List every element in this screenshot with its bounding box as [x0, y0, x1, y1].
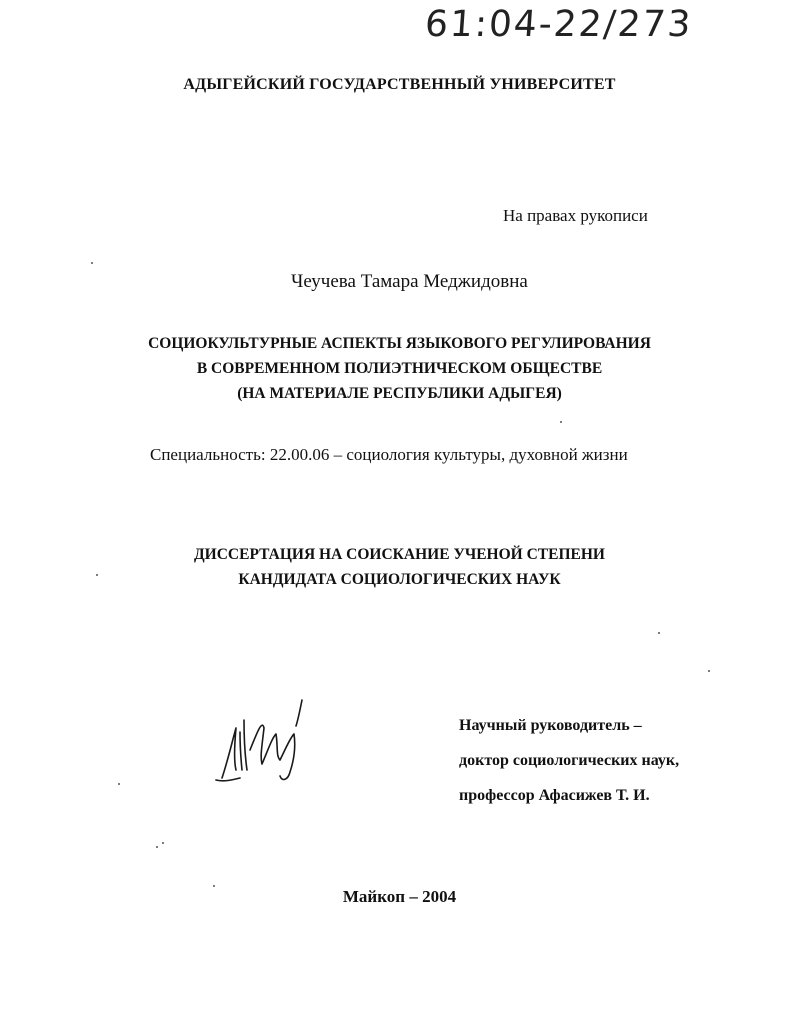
title-line: В СОВРЕМЕННОМ ПОЛИЭТНИЧЕСКОМ ОБЩЕСТВЕ [196, 360, 603, 377]
scan-speck [162, 842, 164, 844]
scan-speck [118, 783, 120, 785]
dissertation-title [0, 331, 799, 406]
archive-code: 61:04-22/273 [423, 4, 694, 45]
scan-speck [96, 574, 98, 576]
supervisor-info [459, 708, 679, 813]
scan-speck [91, 262, 93, 264]
supervisor-line: Научный руководитель – [459, 717, 642, 734]
scan-speck [156, 846, 158, 848]
scan-speck [708, 670, 710, 672]
scan-speck [658, 632, 660, 634]
degree-line: ДИССЕРТАЦИЯ НА СОИСКАНИЕ УЧЕНОЙ СТЕПЕНИ [194, 546, 605, 563]
university-name: АДЫГЕЙСКИЙ ГОСУДАРСТВЕННЫЙ УНИВЕРСИТЕТ [183, 76, 616, 93]
title-line: (НА МАТЕРИАЛЕ РЕСПУБЛИКИ АДЫГЕЯ) [237, 385, 562, 402]
title-line: СОЦИОКУЛЬТУРНЫЕ АСПЕКТЫ ЯЗЫКОВОГО РЕГУЛИРОВАНИЯ [148, 335, 651, 352]
degree-line: КАНДИДАТА СОЦИОЛОГИЧЕСКИХ НАУК [238, 571, 561, 588]
supervisor-line: доктор социологических наук, [459, 752, 680, 769]
scan-speck [560, 421, 562, 423]
degree-statement [0, 542, 799, 592]
specialty-line: Специальность: 22.00.06 – социология культуры, духовной жизни [150, 445, 628, 464]
manuscript-note: На правах рукописи [503, 206, 648, 225]
signature-image [210, 690, 325, 790]
author-name: Чеучева Тамара Меджидовна [291, 271, 528, 292]
city-year: Майкоп – 2004 [342, 887, 457, 906]
scan-speck [213, 885, 215, 887]
supervisor-line: профессор Афасижев Т. И. [459, 787, 650, 804]
